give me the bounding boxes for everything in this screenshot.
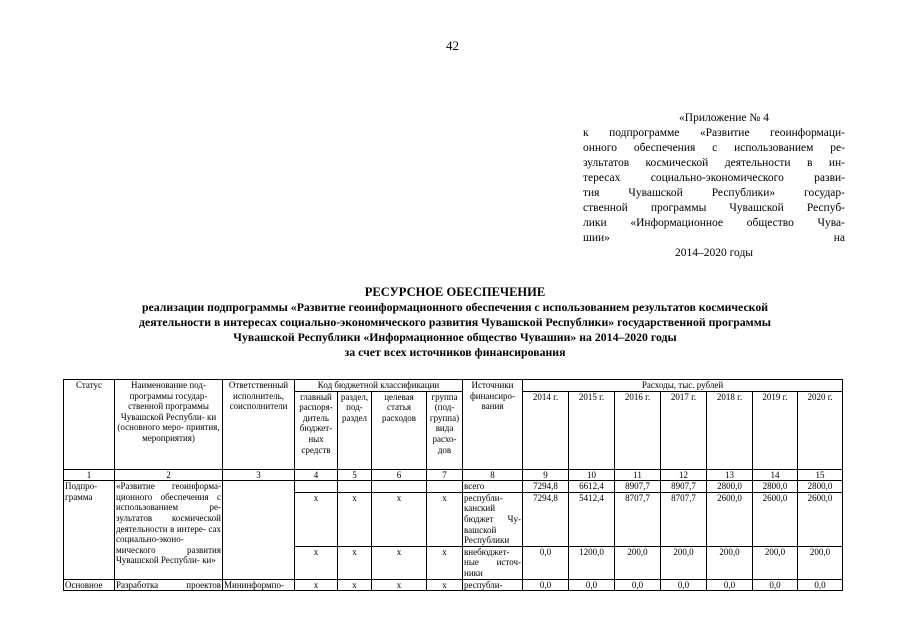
source-republican-budget: республи- канский бюджет Чу- вашской Республики [464, 492, 522, 546]
page-number: 42 [446, 38, 459, 53]
col-number: 4 [295, 469, 338, 481]
header-chief-manager: главный распоря- дитель бюджет- ных средств [295, 391, 338, 469]
value-cell: 200,0 [661, 546, 707, 579]
heading-title: РЕСУРСНОЕ ОБЕСПЕЧЕНИЕ [364, 285, 546, 299]
row-name: Разработка проектов [116, 579, 221, 590]
cell-empty [295, 481, 338, 493]
cell-x: х [427, 546, 463, 579]
value-cell: 2600,0 [707, 492, 753, 546]
header-year: 2017 г. [661, 391, 707, 469]
value-cell: 2600,0 [798, 492, 843, 546]
value-cell: 2800,0 [798, 481, 843, 493]
annex-line: тересах социально-экономического разви- [583, 172, 845, 184]
col-number: 14 [753, 469, 798, 481]
value-cell: 2600,0 [753, 492, 798, 546]
annex-line: онного обеспечения с использованием ре- [583, 142, 845, 154]
cell-x: х [338, 546, 372, 579]
col-number: 9 [523, 469, 569, 481]
cell-empty [338, 481, 372, 493]
header-year: 2014 г. [523, 391, 569, 469]
annex-line: тия Чувашской Республики» государ- [583, 187, 845, 199]
source-republican-budget: республи- [463, 579, 523, 591]
value-cell: 2800,0 [753, 481, 798, 493]
annex-line: шии» на [583, 232, 845, 244]
source-total: всего [463, 481, 523, 493]
cell-x: х [372, 579, 427, 591]
col-number: 8 [463, 469, 523, 481]
header-budget-code: Код бюджетной классификации [295, 380, 463, 392]
value-cell: 0,0 [523, 546, 569, 579]
row-responsible [223, 481, 295, 580]
header-sources: Источники финансиро- вания [463, 380, 523, 470]
header-year: 2020 г. [798, 391, 843, 469]
cell-x: х [372, 546, 427, 579]
col-number: 2 [115, 469, 223, 481]
header-name: Наименование под- программы государ- ственной программы Чувашской Республи- ки (основного меро- приятия, мероприятия) [115, 380, 223, 470]
header-year: 2019 г. [753, 391, 798, 469]
value-cell: 8907,7 [661, 481, 707, 493]
heading-line: реализации подпрограммы «Развитие геоинформационного обеспечения с использованием результатов космической [141, 300, 769, 314]
value-cell: 2800,0 [707, 481, 753, 493]
value-cell: 1200,0 [569, 546, 615, 579]
value-cell: 0,0 [523, 579, 569, 591]
source-extra-budget: внебюджет- ные источ- ники [464, 546, 522, 578]
row-name: «Развитие геоинформа- ционного обеспечения с использованием ре- зультатов космической деятельности в интере- сах социально-эконо- мического развития Чувашской Республи- ки» [115, 481, 223, 580]
annex-years: 2014–2020 годы [674, 247, 754, 259]
annex-line: лики «Информационное общество Чува- [583, 217, 845, 229]
header-status: Статус [64, 380, 115, 470]
cell-empty [427, 481, 463, 493]
col-number: 15 [798, 469, 843, 481]
col-number: 7 [427, 469, 463, 481]
col-number: 3 [223, 469, 295, 481]
row-status: Основное [64, 579, 115, 591]
header-target: целевая статья расходов [372, 391, 427, 469]
annex-line: к подпрограмме «Развитие геоинформаци- [583, 127, 845, 139]
annex-line: зультатов космической деятельности в ин- [583, 157, 845, 169]
value-cell: 0,0 [569, 579, 615, 591]
value-cell: 200,0 [798, 546, 843, 579]
value-cell: 7294,8 [523, 492, 569, 546]
cell-x: х [295, 546, 338, 579]
header-expenses: Расходы, тыс. рублей [523, 380, 843, 392]
heading-line: деятельности в интересах социально-экономического развития Чувашской Республики» государственной программы [139, 315, 771, 329]
value-cell: 200,0 [615, 546, 661, 579]
value-cell: 7294,8 [523, 481, 569, 493]
col-number: 12 [661, 469, 707, 481]
value-cell: 8707,7 [661, 492, 707, 546]
document-heading [60, 285, 850, 360]
cell-x: х [338, 579, 372, 591]
heading-line: за счет всех источников финансирования [344, 345, 566, 359]
cell-x: х [372, 492, 427, 546]
heading-line: Чувашской Республики «Информационное общество Чувашии» на 2014–2020 годы [233, 330, 677, 344]
row-responsible: Мининформпо- [223, 579, 295, 591]
col-number: 13 [707, 469, 753, 481]
annex-line: ственной программы Чувашской Респуб- [583, 202, 845, 214]
header-year: 2015 г. [569, 391, 615, 469]
annex-block [583, 111, 845, 261]
cell-x: х [338, 492, 372, 546]
value-cell: 0,0 [615, 579, 661, 591]
value-cell: 0,0 [661, 579, 707, 591]
header-year: 2018 г. [707, 391, 753, 469]
value-cell: 8707,7 [615, 492, 661, 546]
value-cell: 8907,7 [615, 481, 661, 493]
header-section: раздел, под- раздел [338, 391, 372, 469]
cell-x: х [295, 579, 338, 591]
value-cell: 0,0 [753, 579, 798, 591]
col-number: 1 [64, 469, 115, 481]
resource-table [63, 379, 843, 591]
value-cell: 0,0 [707, 579, 753, 591]
value-cell: 5412,4 [569, 492, 615, 546]
value-cell: 200,0 [707, 546, 753, 579]
header-group: группа (под- группа) вида расхо- дов [427, 391, 463, 469]
header-responsible: Ответственный исполнитель, соисполнители [223, 380, 295, 470]
col-number: 11 [615, 469, 661, 481]
col-number: 10 [569, 469, 615, 481]
row-status: Подпро- грамма [64, 481, 115, 580]
annex-title: «Приложение № 4 [679, 112, 769, 124]
cell-x: х [427, 579, 463, 591]
cell-x: х [295, 492, 338, 546]
col-number: 5 [338, 469, 372, 481]
value-cell: 6612,4 [569, 481, 615, 493]
cell-empty [372, 481, 427, 493]
col-number: 6 [372, 469, 427, 481]
value-cell: 0,0 [798, 579, 843, 591]
header-year: 2016 г. [615, 391, 661, 469]
cell-x: х [427, 492, 463, 546]
value-cell: 200,0 [753, 546, 798, 579]
